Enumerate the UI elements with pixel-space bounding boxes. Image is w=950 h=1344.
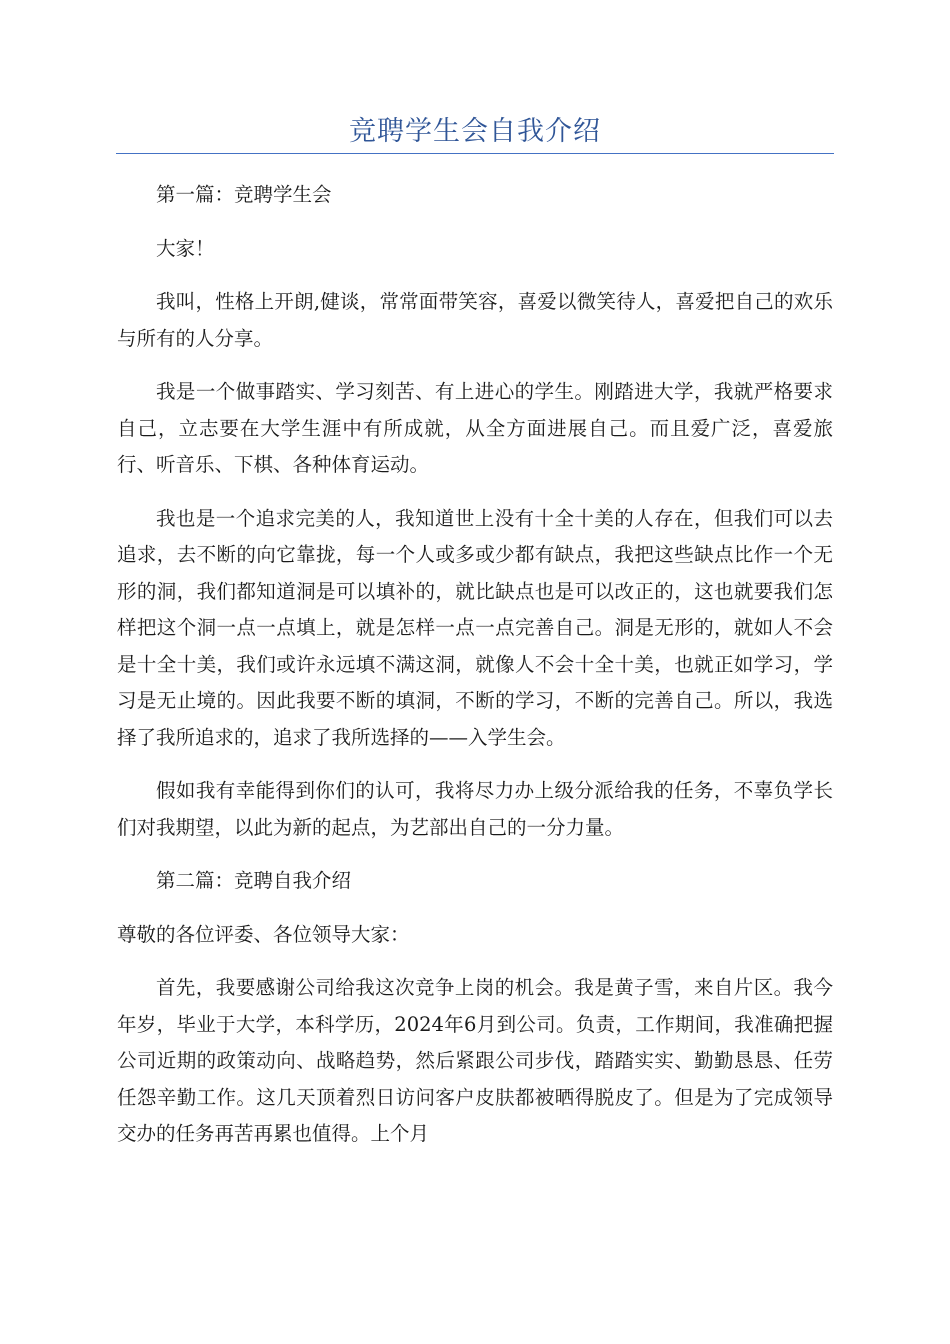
greeting-paragraph: 大家！ (156, 236, 215, 260)
body-paragraph: 我也是一个追求完美的人，我知道世上没有十全十美的人存在，但我们可以去追求，去不断的向它靠拢，每一个人或多或少都有缺点，我把这些缺点比作一个无形的洞，我们都知道洞是可以填补的，就比缺点也是可以改正的，这也就要我们怎样把这个洞一点一点填上，就是怎样一点一点完善自己。洞是无形的，就如人不会是十全十美，我们或许永远填不满这洞，就像人不会十全十美，也就正如学习，学习是无止境的。因此我要不断的填洞，不断的学习，不断的完善自己。所以，我选择了我所追求的，追求了我所选择的——入学生会。 (117, 506, 833, 749)
section-heading-2: 第二篇：竞聘自我介绍 (156, 869, 352, 892)
document-title: 竞聘学生会自我介绍 (349, 116, 601, 147)
title-underline (116, 153, 834, 154)
body-paragraph: 假如我有幸能得到你们的认可，我将尽力办上级分派给我的任务，不辜负学长们对我期望，以此为新的起点，为艺部出自己的一分力量。 (117, 779, 833, 839)
body-paragraph: 首先，我要感谢公司给我这次竞争上岗的机会。我是黄子雪，来自片区。我今年岁，毕业于大学，本科学历，2024年6月到公司。负责，工作期间，我准确把握公司近期的政策动向、战略趋势，然后紧跟公司步伐，踏踏实实、勤勤恳恳、任劳任怨辛勤工作。这几天顶着烈日访问客户皮肤都被晒得脱皮了。但是为了完成领导交办的任务再苦再累也值得。上个月 (117, 976, 833, 1145)
salutation-paragraph: 尊敬的各位评委、各位领导大家： (117, 922, 410, 946)
body-paragraph: 我叫，性格上开朗,健谈，常常面带笑容，喜爱以微笑待人，喜爱把自己的欢乐与所有的人分享。 (117, 290, 833, 350)
section-heading-1: 第一篇：竞聘学生会 (156, 183, 332, 206)
body-paragraph: 我是一个做事踏实、学习刻苦、有上进心的学生。刚踏进大学，我就严格要求自己，立志要在大学生涯中有所成就，从全方面进展自己。而且爱广泛，喜爱旅行、听音乐、下棋、各种体育运动。 (117, 380, 833, 476)
document-body (117, 177, 833, 1170)
